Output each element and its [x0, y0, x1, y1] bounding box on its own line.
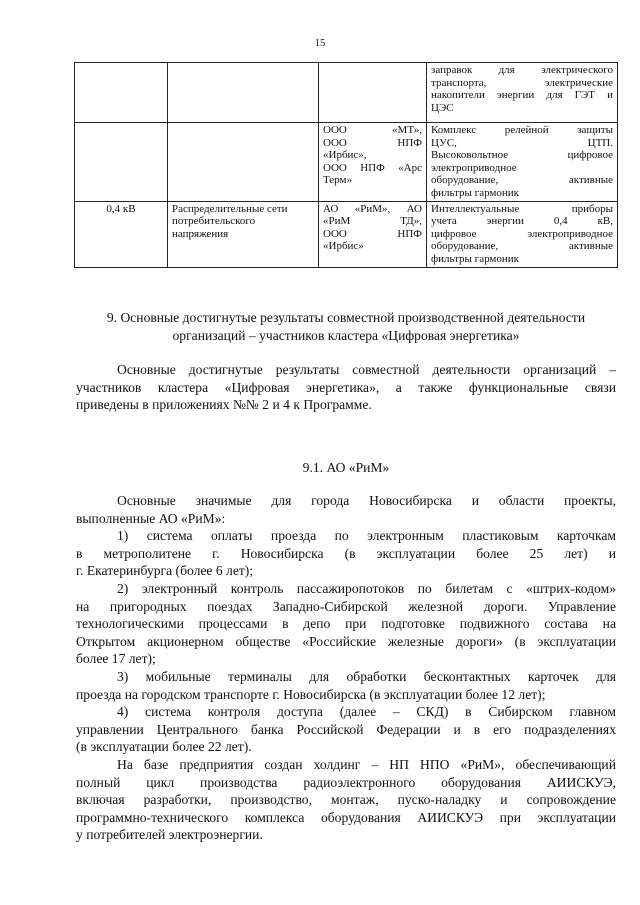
- equipment-cell: Комплекс релейной защиты ЦУС, ЦТП. Высоковольтное цифровое электроприводное оборудование, активные фильтры гармоник: [427, 123, 618, 202]
- voltage-cell: [75, 63, 168, 123]
- network-cell: Распределительные сети потребительского напряжения: [168, 201, 319, 267]
- spec-table: [74, 62, 618, 268]
- section-9-title-line1: 9. Основные достигнутые результаты совместной производственной деятельности: [106, 310, 586, 325]
- paragraph: 2) электронный контроль пассажиропотоков по билетам с «штрих-кодом» на пригородных поездах Западно-Сибирской железной дороги. Управление технологическими процессами в депо при подготовке подвижного состава на Открытом акционерном обществе «Российские железные дороги» (в эксплуатации более 17 лет);: [76, 580, 616, 667]
- equipment-cell: заправок для электрического транспорта, электрические накопители энергии для ГЭТ и ЦЭС: [427, 63, 618, 123]
- table-row: [75, 201, 618, 267]
- equipment-cell: Интеллектуальные приборы учета энергии 0,4 кВ, цифровое электроприводное оборудование, активные фильтры гармоник: [427, 201, 618, 267]
- section-9-title: [76, 309, 616, 344]
- organization-cell: ООО «МТ», ООО НПФ «Ирбис», ООО НПФ «Арс Терм»: [319, 123, 427, 202]
- paragraph: Основные значимые для города Новосибирска и области проекты, выполненные АО «РиМ»:: [76, 493, 616, 526]
- organization-cell: АО «РиМ», АО «РиМ ТД», ООО НПФ «Ирбис»: [319, 201, 427, 267]
- page-number: 15: [314, 38, 326, 49]
- paragraph: 1) система оплаты проезда по электронным пластиковым карточкам в метрополитене г. Новосибирска (в эксплуатации более 25 лет) и г. Екатеринбурга (более 6 лет);: [76, 528, 616, 579]
- paragraph: 4) система контроля доступа (далее – СКД) в Сибирском главном управлении Центрального банка Российской Федерации и в его подразделениях (в эксплуатации более 22 лет).: [76, 704, 616, 755]
- network-cell: [168, 63, 319, 123]
- network-cell: [168, 123, 319, 202]
- paragraph: 3) мобильные терминалы для обработки бесконтактных карточек для проезда на городском транспорте г. Новосибирска (в эксплуатации более 12 лет);: [76, 668, 616, 702]
- section-9-intro: [76, 361, 616, 414]
- organization-cell: [319, 63, 427, 123]
- paragraph: На базе предприятия создан холдинг – НП НПО «РиМ», обеспечивающий полный цикл производства радиоэлектронного оборудования АИИСКУЭ, включая разработки, производство, монтаж, пуско-наладку и сопровождение программно-технического комплекса оборудования АИИСКУЭ при эксплуатации у потребителей электроэнергии.: [76, 756, 616, 843]
- subsection-9-1-title: 9.1. АО «РиМ»: [302, 460, 390, 475]
- table-row: [75, 63, 618, 123]
- paragraph: Основные достигнутые результаты совместной деятельности организаций – участников кластера «Цифровая энергетика», а также функциональные связи приведены в приложениях №№ 2 и 4 к Программе.: [76, 362, 616, 413]
- section-9-title-line2: организаций – участников кластера «Цифровая энергетика»: [172, 327, 520, 343]
- voltage-cell: [75, 123, 168, 202]
- voltage-cell: 0,4 кВ: [75, 201, 168, 267]
- subsection-9-1-body: [76, 492, 616, 844]
- table-row: [75, 123, 618, 202]
